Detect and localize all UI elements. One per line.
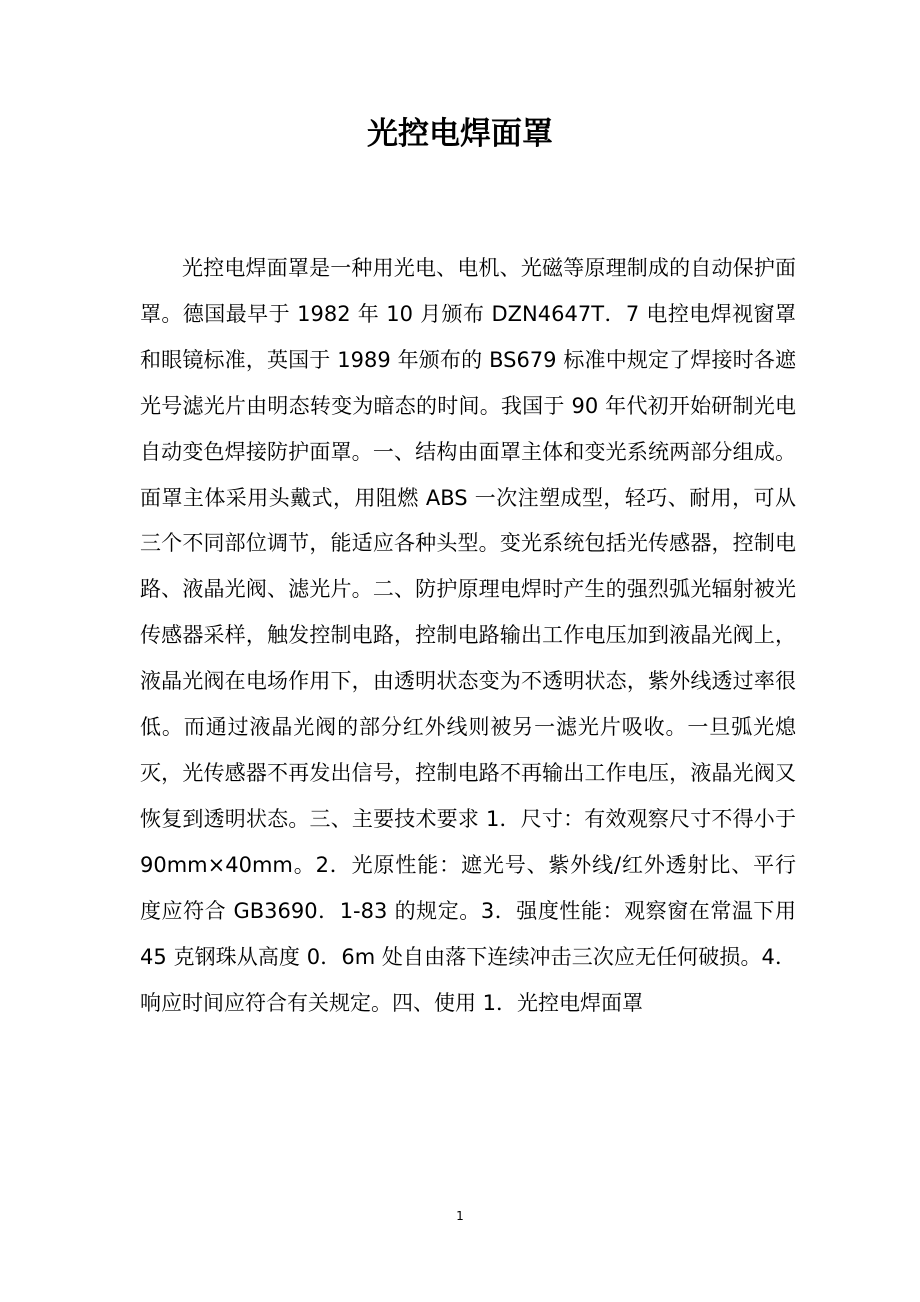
page-number: 1 (456, 1209, 464, 1223)
page-title: 光控电焊面罩 (367, 116, 553, 152)
body-paragraph: 光控电焊面罩是一种用光电、电机、光磁等原理制成的自动保护面罩。德国最早于 1982 年 10 月颁布 DZN4647T．7 电控电焊视窗罩和眼镜标准，英国于 1989 年颁布的 BS679 标准中规定了焊接时各遮光号滤光片由明态转变为暗态的时间。我国于 90 年代初开始研制光电自动变色焊接防护面罩。一、结构由面罩主体和变光系统两部分组成。面罩主体采用头戴式，用阻燃 ABS 一次注塑成型，轻巧、耐用，可从三个不同部位调节，能适应各种头型。变光系统包括光传感器，控制电路、液晶光阀、滤光片。二、防护原理电焊时产生的强烈弧光辐射被光传感器采样，触发控制电路，控制电路输出工作电压加到液晶光阀上，液晶光阀在电场作用下，由透明状态变为不透明状态，紫外线透过率很低。而通过液晶光阀的部分红外线则被另一滤光片吸收。一旦弧光熄灭，光传感器不再发出信号，控制电路不再输出工作电压，液晶光阀又恢复到透明状态。三、主要技术要求 1．尺寸：有效观察尺寸不得小于 90mm×40mm。2．光原性能：遮光号、紫外线/红外透射比、平行度应符合 GB3690．1-83 的规定。3．强度性能：观察窗在常温下用 45 克钢珠从高度 0．6m 处自由落下连续冲击三次应无任何破损。4．响应时间应符合有关规定。四、使用 1．光控电焊面罩 (140, 256, 796, 1015)
